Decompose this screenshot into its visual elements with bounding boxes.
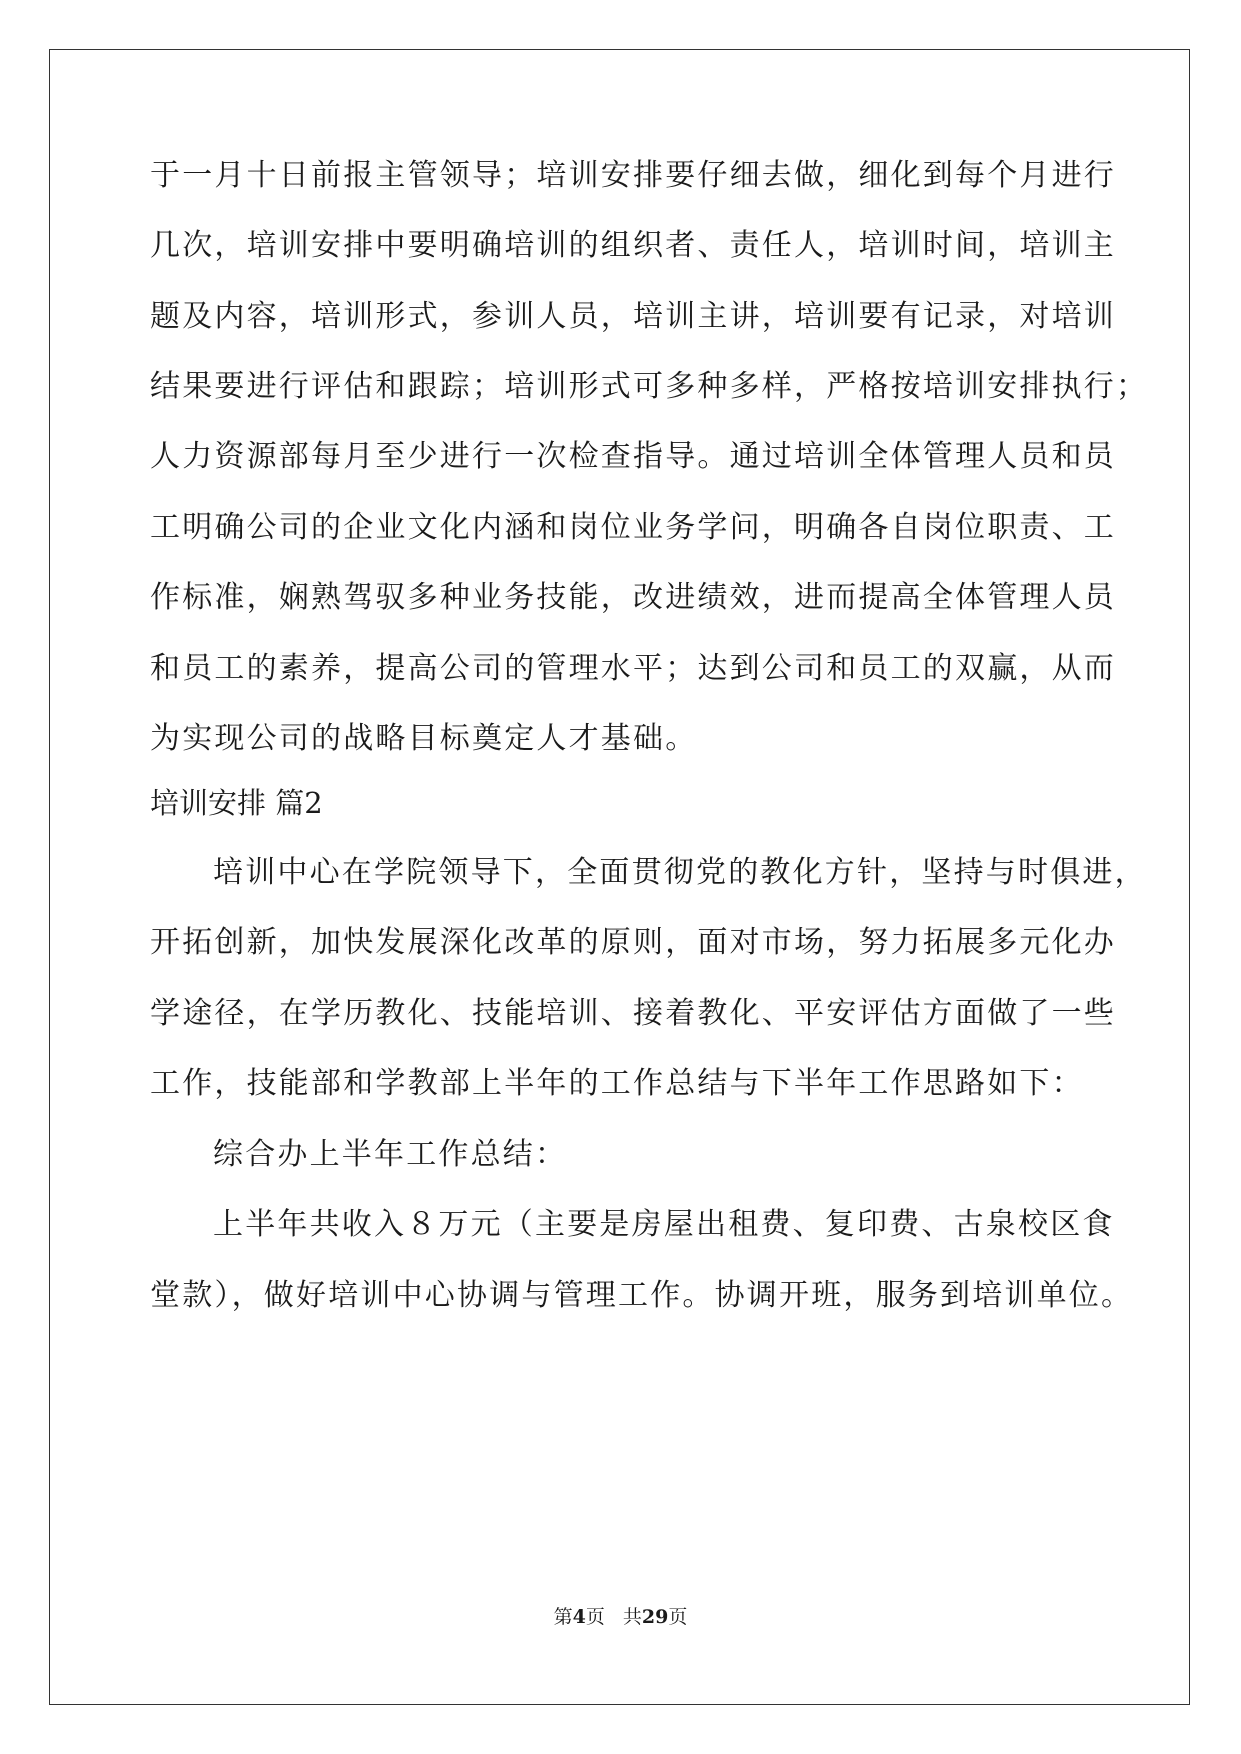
page-prefix: 第	[553, 1606, 573, 1628]
page-footer	[0, 1605, 1241, 1629]
paragraph-line: 几次，培训安排中要明确培训的组织者、责任人，培训时间，培训主	[150, 228, 1116, 263]
paragraph-line: 作标准，娴熟驾驭多种业务技能，改进绩效，进而提高全体管理人员	[150, 580, 1116, 615]
section-heading: 培训安排 篇2	[150, 786, 323, 820]
total-pages: 29	[641, 1606, 669, 1628]
page-suffix: 页	[585, 1606, 605, 1628]
paragraph-line: 为实现公司的战略目标奠定人才基础。	[150, 721, 698, 756]
paragraph-line: 培训中心在学院领导下，全面贯彻党的教化方针，坚持与时俱进，	[213, 855, 1147, 890]
paragraph-line: 综合办上半年工作总结：	[213, 1137, 568, 1172]
paragraph-line: 结果要进行评估和跟踪；培训形式可多种多样，严格按培训安排执行；	[150, 369, 1149, 404]
paragraph-line: 工作，技能部和学教部上半年的工作总结与下半年工作思路如下：	[150, 1066, 1084, 1101]
paragraph-line: 上半年共收入８万元（主要是房屋出租费、复印费、古泉校区食	[213, 1207, 1115, 1242]
total-prefix: 共	[622, 1606, 642, 1628]
paragraph-line: 工明确公司的企业文化内涵和岗位业务学问，明确各自岗位职责、工	[150, 510, 1116, 545]
paragraph-line: 学途径，在学历教化、技能培训、接着教化、平安评估方面做了一些	[150, 996, 1116, 1031]
paragraph-line: 和员工的素养，提高公司的管理水平；达到公司和员工的双赢，从而	[150, 651, 1116, 686]
paragraph-line: 堂款），做好培训中心协调与管理工作。协调开班，服务到培训单位。	[150, 1278, 1134, 1313]
total-suffix: 页	[668, 1606, 688, 1628]
paragraph-line: 开拓创新，加快发展深化改革的原则，面对市场，努力拓展多元化办	[150, 925, 1116, 960]
paragraph-line: 于一月十日前报主管领导；培训安排要仔细去做，细化到每个月进行	[150, 158, 1116, 193]
paragraph-line: 人力资源部每月至少进行一次检查指导。通过培训全体管理人员和员	[150, 439, 1116, 474]
paragraph-line: 题及内容，培训形式，参训人员，培训主讲，培训要有记录，对培训	[150, 299, 1116, 334]
page-number: 4	[572, 1606, 586, 1628]
